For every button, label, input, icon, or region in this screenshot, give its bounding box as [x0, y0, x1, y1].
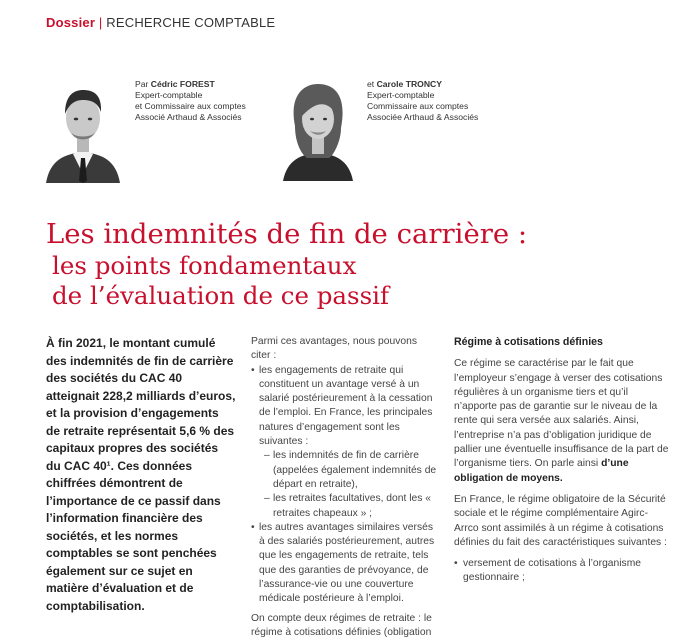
- sub-list-item: – les indemnités de fin de carrière (appelées également indemnités de départ en retraite),: [264, 449, 438, 492]
- author-credit-2: [367, 79, 478, 123]
- author-prefix: Par: [135, 79, 149, 89]
- header-separator: |: [98, 15, 103, 30]
- author-first-name: Cédric: [150, 79, 178, 89]
- section-heading: Régime à cotisations définies: [454, 336, 603, 348]
- benefits-list: [251, 364, 438, 607]
- author-role: Expert-comptable: [367, 90, 435, 100]
- emphasis-text: d’une obligation de moyens.: [454, 458, 629, 484]
- paragraph: En France, le régime obligatoire de la Sécurité sociale et le régime complémentaire Agirc-Arrco sont assimilés à un régime à cotisations définies du fait des caractéristiques suivantes :: [454, 493, 667, 548]
- author-prefix: et: [367, 79, 375, 89]
- body-column-2: [251, 335, 438, 640]
- list-item-text: les engagements de retraite qui constituent un avantage versé à un salarié postérieurement à la cessation de l’emploi. En France, les principales natures d’engagement sont les suivantes :: [259, 364, 433, 448]
- sub-list-item: – les retraites facultatives, dont les « retraites chapeaux » ;: [264, 492, 438, 521]
- paragraph: [454, 357, 672, 486]
- section-header: [46, 15, 275, 30]
- author-role: Expert-comptable: [135, 90, 203, 100]
- author-credit-1: [135, 79, 246, 123]
- list-item: • versement de cotisations à l’organisme gestionnaire ;: [454, 557, 672, 586]
- intro-column: [46, 335, 236, 615]
- sub-list: [259, 449, 438, 520]
- author-role: et Commissaire aux comptes: [135, 101, 246, 111]
- author-last-name: FOREST: [179, 79, 215, 89]
- author-photo-cedric-forest: [40, 78, 126, 183]
- list-item: [251, 364, 438, 521]
- title-line-2: les points fondamentaux: [52, 251, 357, 280]
- intro-paragraph: À fin 2021, le montant cumulé des indemnités de fin de carrière des sociétés du CAC 40 atteignait 228,2 milliards d’euros, et la provision d’engagements de retraite représentait 5,6 % des capitaux propres des sociétés du CAC 40¹. Ces données chiffrées démontrent de l’importance de ce passif dans l’information financière des sociétés, et les normes comptables se sont penchées également sur ce sujet en matière d’évaluation et de comptabilisation.: [46, 336, 236, 613]
- author-role: Commissaire aux comptes: [367, 101, 469, 111]
- list-item: • les autres avantages similaires versés à des salariés postérieurement, autres que les engagements de retraite, tels que des garanties de prévoyance, de l’assurance-vie ou une couverture médicale postérieure à l’emploi.: [251, 521, 438, 607]
- section-label: Dossier: [46, 15, 96, 30]
- characteristics-list: [454, 557, 672, 586]
- author-first-name: Carole: [376, 79, 404, 89]
- author-role: Associé Arthaud & Associés: [135, 112, 242, 122]
- author-role: Associée Arthaud & Associés: [367, 112, 479, 122]
- paragraph-text: Ce régime se caractérise par le fait que l’employeur s’engage à verser des cotisations régulières à un organisme tiers et qu’il n’apporte pas de garantie sur le niveau de la rente qui sera versée aux salariés. Ainsi, l’entreprise n’a pas d’obligation juridique de pallier une éventuelle insuffisance de la part de l’organisme tiers. On parle ainsi: [454, 358, 669, 470]
- author-last-name: TRONCY: [405, 79, 442, 89]
- column-lead: Parmi ces avantages, nous pouvons citer :: [251, 336, 417, 362]
- title-line-1: Les indemnités de fin de carrière :: [46, 218, 528, 250]
- rubric-label: RECHERCHE COMPTABLE: [106, 15, 276, 30]
- closing-paragraph: On compte deux régimes de retraite : le régime à cotisations définies (obligation: [251, 612, 432, 638]
- author-photo-carole-troncy: [275, 76, 361, 181]
- body-column-3: [454, 335, 672, 586]
- article-title: [46, 218, 527, 311]
- title-line-3: de l’évaluation de ce passif: [52, 281, 390, 310]
